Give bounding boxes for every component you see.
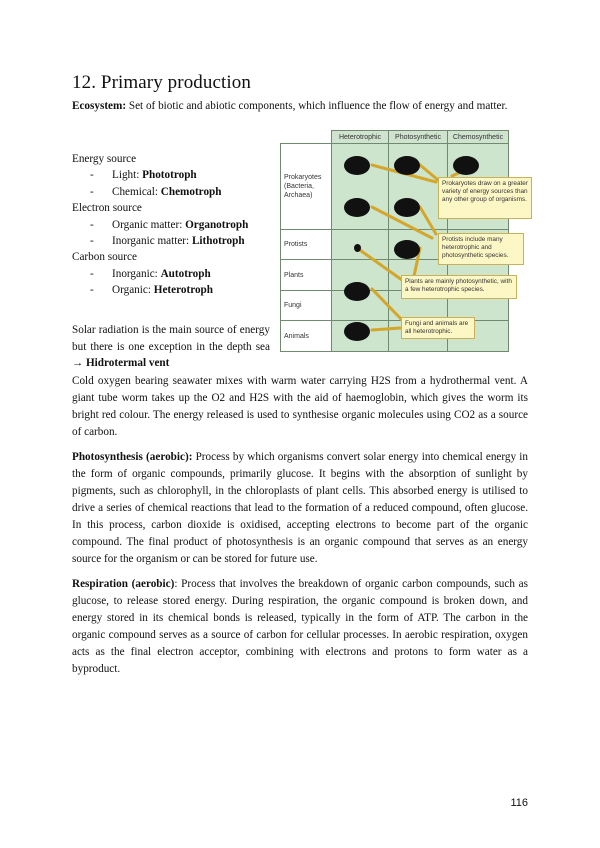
list-item: - Organic: Heterotroph: [90, 284, 213, 297]
column-header: Heterotrophic: [332, 131, 389, 144]
prokaryote-heterotrophic-mark: [344, 156, 370, 175]
ecosystem-text: Set of biotic and abiotic components, which influence the flow of energy and matter.: [126, 100, 508, 112]
row-label: Fungi: [281, 290, 332, 321]
section-heading: 12. Primary production: [72, 72, 251, 93]
list-item: - Inorganic: Autotroph: [90, 267, 211, 280]
protist-photosynthetic-mark: [394, 198, 420, 217]
respiration-term: Respiration (aerobic): [72, 578, 175, 590]
row-label: Prokaryotes (Bacteria, Archaea): [281, 144, 332, 230]
fungi-heterotrophic-mark: [344, 282, 370, 301]
organism-energy-figure: [280, 130, 528, 352]
animal-heterotrophic-mark: [344, 322, 370, 341]
list-item: - Organic matter: Organotroph: [90, 218, 249, 231]
column-header: Photosynthetic: [389, 131, 448, 144]
prokaryote-photosynthetic-mark: [394, 156, 420, 175]
callout-plants: Plants are mainly photosynthetic, with a few heterotrophic species.: [401, 275, 517, 299]
row-label: Plants: [281, 260, 332, 291]
hydrothermal-vent-term: Hidrotermal vent: [85, 357, 170, 370]
row-label: Animals: [281, 321, 332, 352]
list-item: - Chemical: Chemotroph: [90, 185, 222, 198]
callout-prokaryotes: Prokaryotes draw on a greater variety of energy sources than any other group of organisms.: [438, 177, 532, 219]
ecosystem-definition: [72, 98, 528, 115]
energy-source-heading: Energy source: [72, 153, 137, 165]
trophic-classification-list: [72, 151, 272, 299]
prokaryote-chemosynthetic-mark: [453, 156, 479, 175]
photosynthesis-term: Photosynthesis (aerobic):: [72, 451, 193, 463]
list-item: - Light: Phototroph: [90, 169, 197, 182]
row-label: Protists: [281, 229, 332, 260]
carbon-source-heading: Carbon source: [72, 251, 137, 264]
respiration-paragraph: Respiration (aerobic): Process that involves the breakdown of organic carbon compounds, such as glucose, to release stored energy. During respiration, the organic compound is broken down, and energy stored in its chemical bonds is released, typically in the form of ATP. The carbon in the organic compound serves as a source of carbon for cellular processes. In aerobic respiration, oxygen acts as the final electron acceptor, combining with electrons and protons to form water as a byproduct.: [72, 578, 529, 675]
list-item: - Inorganic matter: Lithotroph: [90, 235, 245, 248]
solar-radiation-paragraph: Solar radiation is the main source of energy but there is one exception in the depth sea → Hidrotermal vent: [72, 324, 270, 370]
electron-source-heading: Electron source: [72, 202, 142, 215]
page-number: 116: [510, 797, 528, 809]
photosynthesis-paragraph: Photosynthesis (aerobic): Process by which organisms convert solar energy into chemical energy in the form of organic compounds, primarily glucose. It begins with the absorption of sunlight by pigments, such as chlorophyll, in the chloroplasts of plant cells. This absorbed energy is utilised to drive a series of chemical reactions that lead to the formation of a reduced compound, often glucose. In this process, carbon dioxide is oxidised, accepting electrons to become part of the organic compound. The final product of photosynthesis is an organic compound that serves as an energy source for the organism or can be stored for future use.: [72, 451, 528, 565]
plant-heterotrophic-mark: [354, 244, 361, 252]
ecosystem-term: Ecosystem:: [72, 100, 127, 112]
protist-heterotrophic-mark: [344, 198, 370, 217]
hydrothermal-vent-paragraph: Cold oxygen bearing seawater mixes with warm water carrying H2S from a hydrothermal vent. A giant tube worm takes up the O2 and H2S with the aid of haemoglobin, which gives the worm its bright red colour. The energy released is used to synthesise organic molecules using CO2 as a source of carbon.: [72, 375, 528, 438]
callout-protists: Protists include many heterotrophic and photosynthetic species.: [438, 233, 524, 265]
column-header: Chemosynthetic: [448, 131, 509, 144]
plant-photosynthetic-mark: [394, 240, 420, 259]
callout-fungi-animals: Fungi and animals are all heterotrophic.: [401, 317, 475, 339]
